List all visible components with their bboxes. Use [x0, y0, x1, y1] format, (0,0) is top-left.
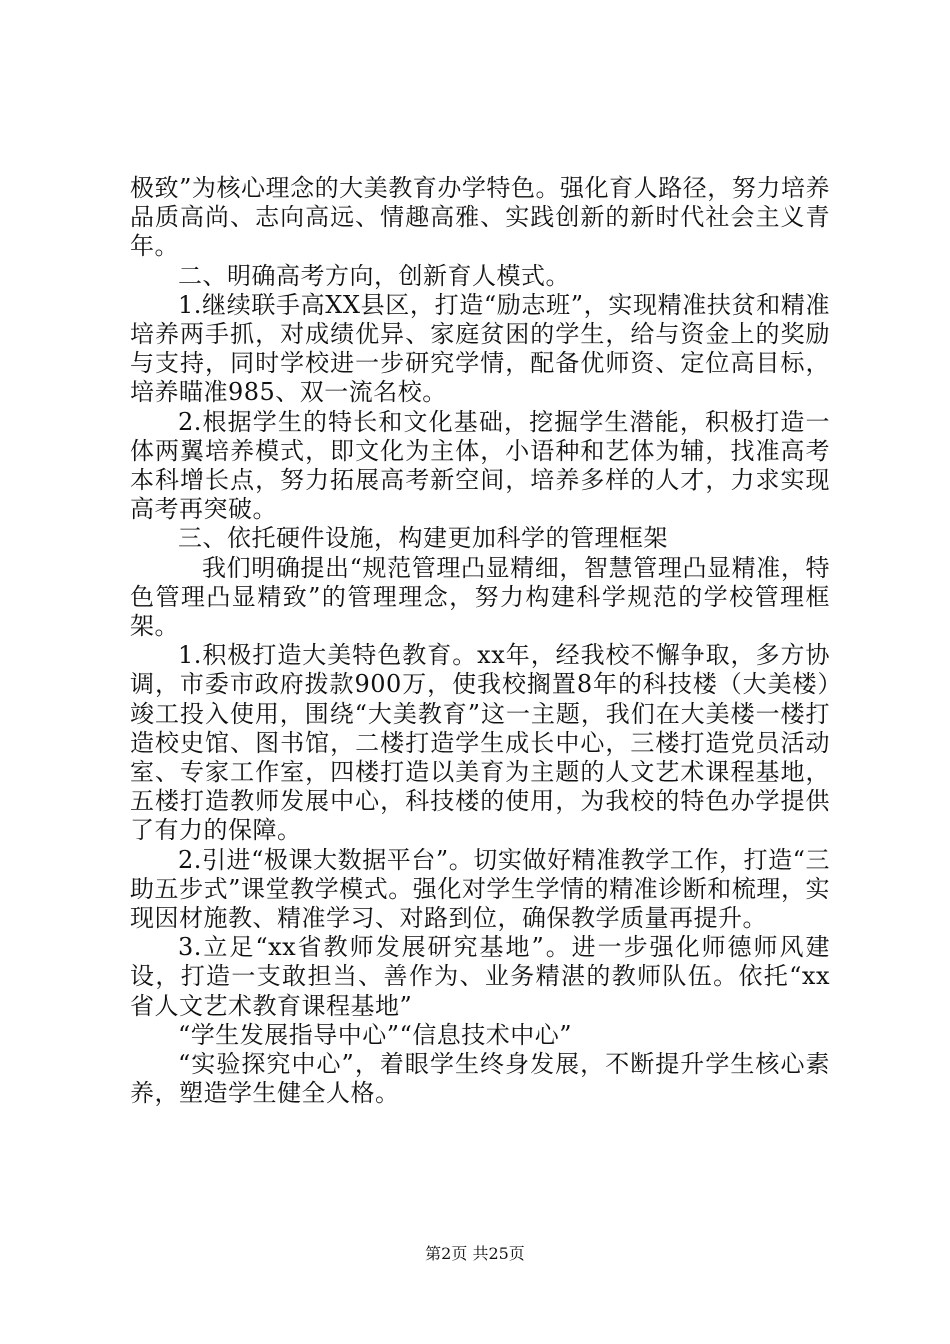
paragraph-item-3-1: 1.积极打造大美特色教育。xx年，经我校不懈争取，多方协调，市委市政府拨款900万，使我校搁置8年的科技楼（大美楼）竣工投入使用，围绕“大美教育”这一主题，我们在大美楼一楼打造校史馆、图书馆，二楼打造学生成长中心，三楼打造党员活动室、专家工作室，四楼打造以美育为主题的人文艺术课程基地，五楼打造教师发展中心，科技楼的使用，为我校的特色办学提供了有力的保障。: [130, 641, 830, 845]
paragraph-management-concept: 我们明确提出“规范管理凸显精细，智慧管理凸显精准，特色管理凸显精致”的管理理念，努力构建科学规范的学校管理框架。: [130, 553, 830, 641]
document-body: [130, 174, 830, 1109]
section-heading-3: 三、依托硬件设施，构建更加科学的管理框架: [178, 524, 668, 553]
paragraph-centers-line: “学生发展指导中心”“信息技术中心”: [178, 1020, 573, 1049]
paragraph-item-3-3: 3.立足“xx省教师发展研究基地”。进一步强化师德师风建设，打造一支敢担当、善作为、业务精湛的教师队伍。依托“xx省人文艺术教育课程基地”: [130, 933, 830, 1020]
paragraph-item-2-1: 1.继续联手高XX县区，打造“励志班”，实现精准扶贫和精准培养两手抓，对成绩优异、家庭贫困的学生，给与资金上的奖励与支持，同时学校进一步研究学情，配备优师资、定位高目标，培养瞄准985、双一流名校。: [130, 290, 830, 407]
paragraph-continuation: 极致”为核心理念的大美教育办学特色。强化育人路径，努力培养品质高尚、志向高远、情趣高雅、实践创新的新时代社会主义青年。: [130, 174, 830, 261]
paragraph-item-3-2: 2.引进“极课大数据平台”。切实做好精准教学工作，打造“三助五步式”课堂教学模式。强化对学生学情的精准诊断和梳理，实现因材施教、精准学习、对路到位，确保教学质量再提升。: [130, 845, 830, 933]
section-heading-2: 二、明确高考方向，创新育人模式。: [178, 261, 570, 290]
paragraph-final: “实验探究中心”，着眼学生终身发展，不断提升学生核心素养，塑造学生健全人格。: [130, 1050, 830, 1108]
paragraph-item-2-2: 2.根据学生的特长和文化基础，挖掘学生潜能，积极打造一体两翼培养模式，即文化为主体，小语种和艺体为辅，找准高考本科增长点，努力拓展高考新空间，培养多样的人才，力求实现高考再突破。: [130, 407, 830, 524]
page-number-footer: 第2页 共25页: [425, 1244, 525, 1263]
